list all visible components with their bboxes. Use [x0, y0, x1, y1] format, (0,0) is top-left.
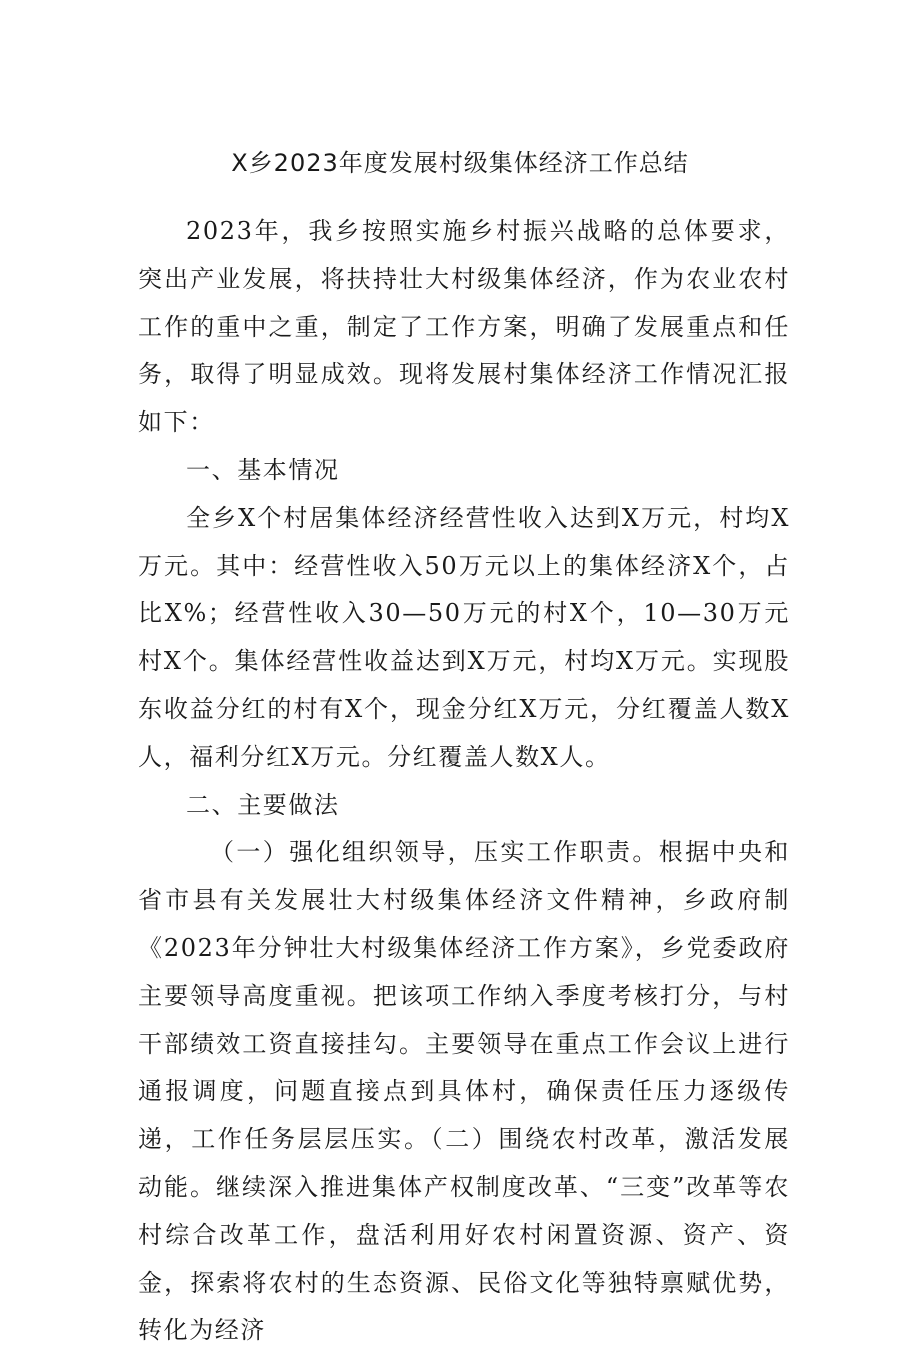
section-heading-main-practices: 二、主要做法: [186, 790, 340, 819]
basic-situation-paragraph: 全乡X个村居集体经济经营性收入达到X万元，村均X万元。其中：经营性收入50万元以上的集体经济X个，占比X%；经营性收入30—50万元的村X个，10—30万元村X个。集体经营性收益达到X万元，村均X万元。实现股东收益分红的村有X个，现金分红X万元，分红覆盖人数X人，福利分红X万元。分红覆盖人数X人。: [138, 503, 790, 771]
main-practices-paragraph: （一）强化组织领导，压实工作职责。根据中央和省市县有关发展壮大村级集体经济文件精神，乡政府制《2023年分钟壮大村级集体经济工作方案》，乡党委政府主要领导高度重视。把该项工作纳入季度考核打分，与村干部绩效工资直接挂勾。主要领导在重点工作会议上进行通报调度，问题直接点到具体村，确保责任压力逐级传递，工作任务层层压实。（二）围绕农村改革，激活发展动能。继续深入推进集体产权制度改革、“三变”改革等农村综合改革工作，盘活利用好农村闲置资源、资产、资金，探索将农村的生态资源、民俗文化等独特禀赋优势，转化为经济: [138, 838, 790, 1345]
section-heading-basic-situation: 一、基本情况: [186, 455, 340, 484]
document-title: X乡2023年度发展村级集体经济工作总结: [231, 149, 689, 177]
document-body: [138, 208, 790, 1355]
intro-paragraph: 2023年，我乡按照实施乡村振兴战略的总体要求，突出产业发展，将扶持壮大村级集体经济，作为农业农村工作的重中之重，制定了工作方案，明确了发展重点和任务，取得了明显成效。现将发展村集体经济工作情况汇报如下：: [138, 217, 790, 437]
